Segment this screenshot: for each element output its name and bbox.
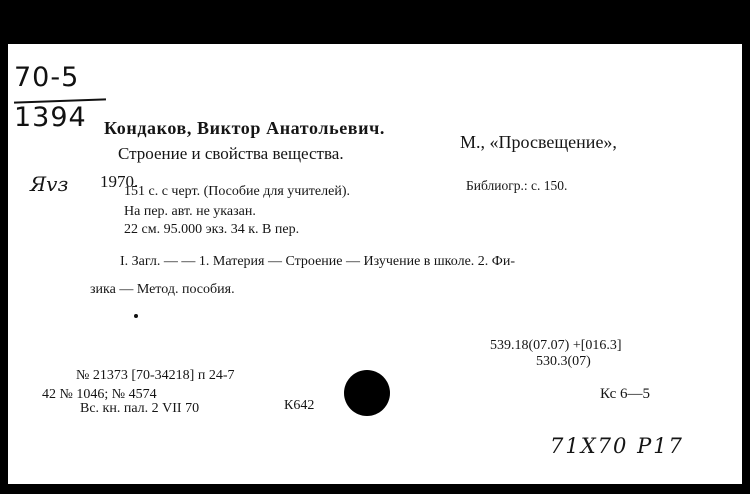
udc-code-line-1: 539.18(07.07) +[016.3] — [490, 338, 622, 353]
author-note: На пер. авт. не указан. — [124, 204, 256, 219]
subject-headings-line-2: зика — Метод. пособия. — [90, 282, 235, 297]
imprint: М., «Просвещение», — [460, 132, 617, 152]
call-number-top: 70-5 — [14, 62, 80, 93]
inventory-handwritten: 71X70 P17 — [550, 434, 684, 458]
book-chamber-note: Вс. кн. пал. 2 VII 70 — [80, 401, 200, 416]
call-number-bottom: 1394 — [14, 102, 87, 133]
card-code: К642 — [284, 398, 315, 413]
punch-hole — [344, 370, 390, 416]
udc-code-line-2: 530.3(07) — [536, 354, 591, 369]
ink-dot — [134, 314, 138, 318]
bibliography-note: Библиогр.: с. 150. — [466, 178, 568, 193]
tracing-mark: Яvз — [30, 172, 69, 196]
subject-headings-line-1: I. Загл. — — 1. Материя — Строение — Изучение в школе. 2. Фи- — [120, 254, 516, 269]
order-number: № 21373 [70-34218] п 24-7 — [76, 368, 235, 383]
classification-mark: Кс 6—5 — [600, 386, 651, 402]
pages-series: 151 с. с черт. (Пособие для учителей). — [124, 184, 350, 199]
publication-year: 1970. — [100, 172, 139, 191]
catalog-card — [8, 44, 742, 484]
registration-number: 42 № 1046; № 4574 — [42, 387, 157, 402]
book-title: Строение и свойства вещества. — [118, 144, 344, 163]
format-price: 22 см. 95.000 экз. 34 к. В пер. — [124, 222, 300, 237]
author-heading: Кондаков, Виктор Анатольевич. — [104, 118, 385, 138]
